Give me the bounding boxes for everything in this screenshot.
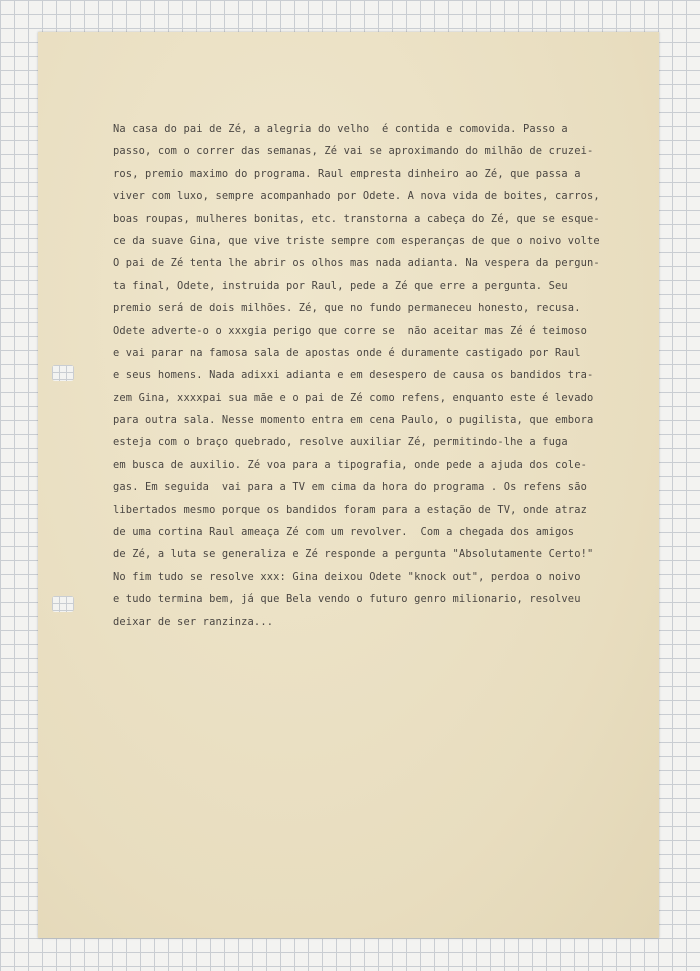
text-line-1: Na casa do pai de Zé, a alegria do velho é contida e comovida. Passo a: [113, 123, 568, 135]
text-line-5: boas roupas, mulheres bonitas, etc. transtorna a cabeça do Zé, que se esque-: [113, 212, 600, 225]
text-line-23: deixar de ser ranzinza...: [113, 615, 274, 628]
text-line-18: libertados mesmo porque os bandidos foram para a estação de TV, onde atraz: [113, 503, 588, 516]
text-line-10: Odete adverte-o o xxxgia perigo que corre se não aceitar mas Zé é teimoso: [113, 324, 588, 337]
text-line-4: viver com luxo, sempre acompanhado por Odete. A nova vida de boites, carros,: [113, 190, 600, 203]
text-line-17: gas. Em seguida vai para a TV em cima da hora do programa . Os refens são: [113, 481, 588, 494]
text-line-9: premio será de dois milhões. Zé, que no fundo permaneceu honesto, recusa.: [113, 302, 581, 315]
text-line-11: e vai parar na famosa sala de apostas onde é duramente castigado por Raul: [113, 346, 581, 359]
text-line-14: para outra sala. Nesse momento entra em cena Paulo, o pugilista, que embora: [113, 414, 594, 427]
text-line-22: e tudo termina bem, já que Bela vendo o futuro genro milionario, resolveu: [113, 593, 581, 606]
text-line-2: passo, com o correr das semanas, Zé vai se aproximando do milhão de cruzei-: [113, 145, 594, 158]
text-line-3: ros, premio maximo do programa. Raul empresta dinheiro ao Zé, que passa a: [113, 167, 581, 180]
punch-hole-lower: [52, 596, 74, 612]
text-line-12: e seus homens. Nada adixxi adianta e em desespero de causa os bandidos tra-: [113, 369, 594, 382]
text-line-20: de Zé, a luta se generaliza e Zé responde a pergunta "Absolutamente Certo!": [113, 548, 594, 561]
text-line-19: de uma cortina Raul ameaça Zé com um revolver. Com a chegada dos amigos: [113, 526, 575, 539]
text-line-16: em busca de auxilio. Zé voa para a tipografia, onde pede a ajuda dos cole-: [113, 458, 588, 471]
text-line-21: No fim tudo se resolve xxx: Gina deixou Odete "knock out", perdoa o noivo: [113, 570, 581, 583]
text-line-8: ta final, Odete, instruida por Raul, pede a Zé que erre a pergunta. Seu: [113, 279, 568, 292]
text-line-15: esteja com o braço quebrado, resolve auxiliar Zé, permitindo-lhe a fuga: [113, 436, 568, 449]
text-line-7: O pai de Zé tenta lhe abrir os olhos mas nada adianta. Na vespera da pergun-: [113, 257, 600, 270]
text-line-6: ce da suave Gina, que vive triste sempre com esperanças de que o noivo volte: [113, 234, 600, 247]
text-line-13: zem Gina, xxxxpai sua mãe e o pai de Zé como refens, enquanto este é levado: [113, 391, 594, 404]
punch-hole-upper: [52, 365, 74, 381]
typewritten-page: [38, 32, 659, 938]
synopsis-text: [113, 118, 653, 633]
